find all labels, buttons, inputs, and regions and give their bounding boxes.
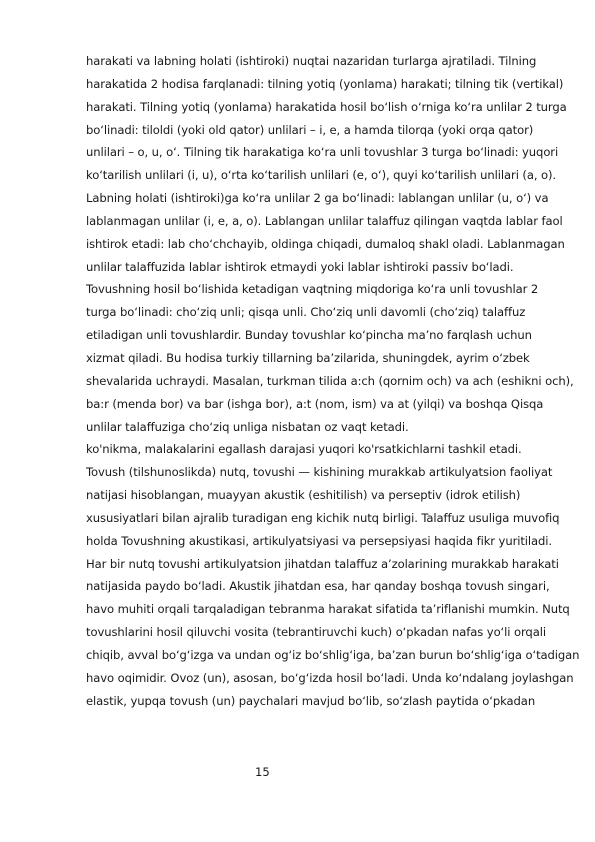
text-line: chiqib, avval bo‘g‘izga va undan og‘iz bo‘shlig‘iga, ba’zan burun bo‘shlig‘iga o‘tadigan <box>86 647 580 662</box>
text-line: harakati va labning holati (ishtiroki) nuqtai nazaridan turlarga ajratiladi. Tilning <box>86 54 537 68</box>
text-line: turga bo‘linadi: cho‘ziq unli; qisqa unli. Cho‘ziq unli davomli (cho‘ziq) talaffuz <box>86 305 526 320</box>
text-line: ko'nikma, malakalarini egallash darajasi yuqori ko'rsatkichlarni tashkil etadi. <box>86 442 522 457</box>
text-line: lablanmagan unlilar (i, e, a, o). Lablangan unlilar talaffuz qilingan vaqtda lablar faol <box>86 213 563 228</box>
text-line: ba:r (menda bor) va bar (ishga bor), a:t (nom, ism) va at (yilqi) va boshqa Qisqa <box>86 396 544 411</box>
text-line: bo‘linadi: tiloldi (yoki old qator) unlilari – i, e, a hamda tilorqa (yoki orqa qator) <box>86 122 534 137</box>
text-line: tovushlarini hosil qiluvchi vosita (tebrantiruvchi kuch) o‘pkadan nafas yo‘li orqali <box>86 625 546 640</box>
text-line: havo muhiti orqali tarqaladigan tebranma harakat sifatida ta’riflanishi mumkin. Nutq <box>86 602 570 617</box>
text-line: harakatida 2 hodisa farqlanadi: tilning yotiq (yonlama) harakati; tilning tik (vertikal) <box>86 76 564 91</box>
text-line: xususiyatlari bilan ajralib turadigan eng kichik nutq birligi. Talaffuz usuliga muvofiq <box>86 510 560 525</box>
text-line: holda Tovushning akustikasi, artikulyatsiyasi va persepsiyasi haqida fikr yuritiladi. <box>86 533 553 548</box>
text-line: Tovush (tilshunoslikda) nutq, tovushi — kishining murakkab artikulyatsion faoliyat <box>86 465 553 480</box>
text-line: Tovushning hosil bo‘lishida ketadigan vaqtning miqdoriga ko‘ra unli tovushlar 2 <box>86 282 539 297</box>
page-number: 15 <box>255 765 270 779</box>
page-body <box>86 50 580 712</box>
text-line: Labning holati (ishtiroki)ga ko‘ra unlilar 2 ga bo‘linadi: lablangan unlilar (u, o‘) va <box>86 191 549 206</box>
text-line: xizmat qiladi. Bu hodisa turkiy tillarning ba’zilarida, shuningdek, ayrim o‘zbek <box>86 350 530 365</box>
text-line: ishtirok etadi: lab cho‘chchayib, oldinga chiqadi, dumaloq shakl oladi. Lablanmagan <box>86 236 565 251</box>
text-line: unlilari – o, u, o‘. Tilning tik harakatiga ko‘ra unli tovushlar 3 turga bo‘linadi: yuqori <box>86 145 559 160</box>
text-line: shevalarida uchraydi. Masalan, turkman tilida a:ch (qornim och) va ach (eshikni och), <box>86 373 574 388</box>
text-line: harakati. Tilning yotiq (yonlama) harakatida hosil bo‘lish o‘rniga ko‘ra unlilar 2 turga <box>86 99 567 114</box>
text-line: natijasida paydo bo‘ladi. Akustik jihatdan esa, har qanday boshqa tovush singari, <box>86 579 550 594</box>
text-line: havo oqimidir. Ovoz (un), asosan, bo‘g‘izda hosil bo‘ladi. Unda ko‘ndalang joylashgan <box>86 670 574 685</box>
text-line: ko‘tarilish unlilari (i, u), o‘rta ko‘tarilish unlilari (e, o‘), quyi ko‘tarilish unlilari (a, o). <box>86 168 557 183</box>
text-line: unlilar talaffuziga cho‘ziq unliga nisbatan oz vaqt ketadi. <box>86 419 409 434</box>
text-line: elastik, yupqa tovush (un) paychalari mavjud bo‘lib, so‘zlash paytida o‘pkadan <box>86 693 536 708</box>
text-line: unlilar talaffuzida lablar ishtirok etmaydi yoki lablar ishtiroki passiv bo‘ladi. <box>86 259 514 274</box>
text-line: etiladigan unli tovushlardir. Bunday tovushlar ko‘pincha ma’no farqlash uchun <box>86 328 532 343</box>
text-line: natijasi hisoblangan, muayyan akustik (eshitilish) va perseptiv (idrok etilish) <box>86 488 521 503</box>
text-line: Har bir nutq tovushi artikulyatsion jihatdan talaffuz a’zolarining murakkab harakati <box>86 556 559 571</box>
